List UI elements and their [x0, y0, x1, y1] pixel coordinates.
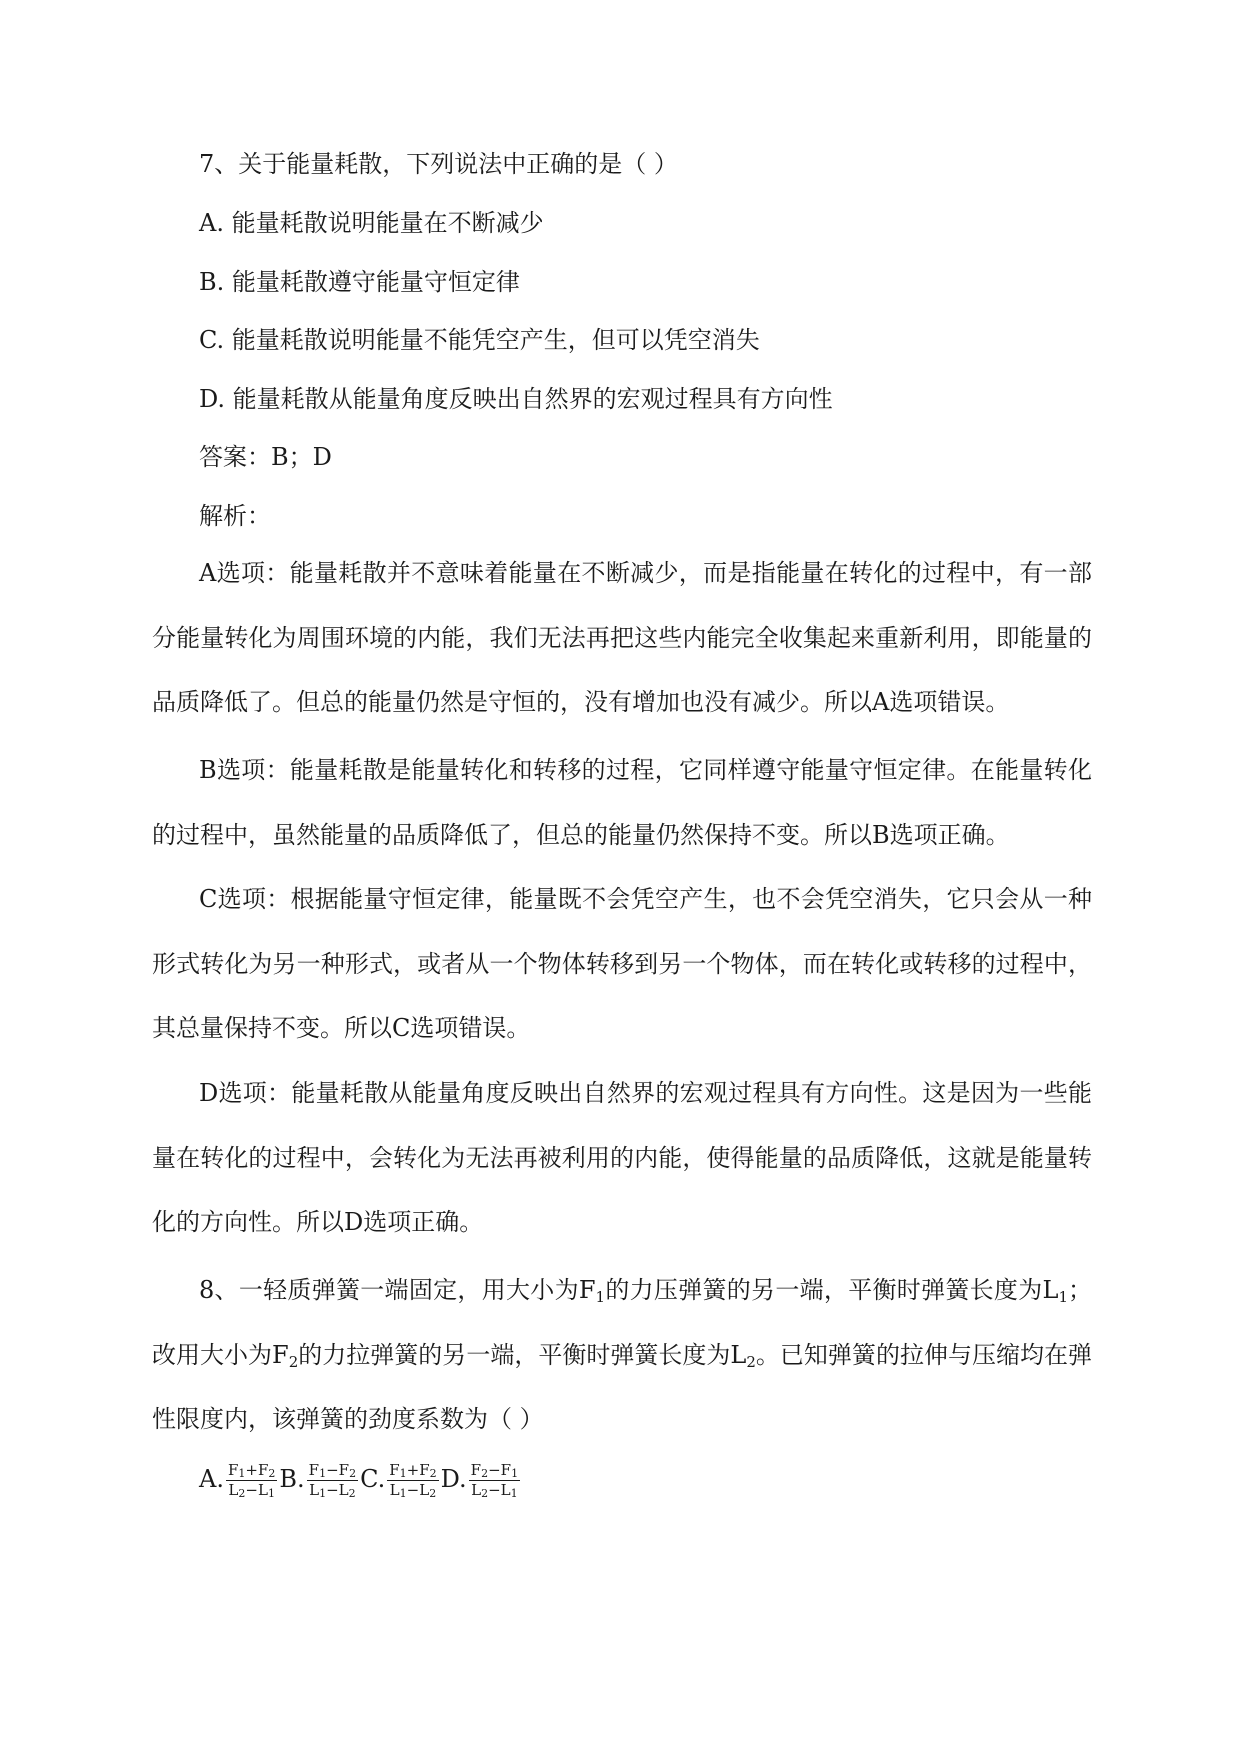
operator: −	[326, 1461, 339, 1479]
question-8-options	[199, 1456, 522, 1502]
subscript: 2	[348, 1487, 356, 1500]
symbol: L	[228, 1481, 239, 1499]
operator: −	[406, 1481, 420, 1499]
subscript: 2	[429, 1487, 437, 1500]
fraction-numerator	[226, 1461, 277, 1481]
question-7-option-b: B. 能量耗散遵守能量守恒定律	[199, 268, 520, 296]
subscript: 2	[429, 1467, 437, 1480]
operator: −	[488, 1461, 501, 1479]
analysis-option-c: C选项：根据能量守恒定律，能量既不会凭空产生，也不会凭空消失，它只会从一种形式转化为另一种形式，或者从一个物体转移到另一个物体，而在转化或转移的过程中，其总量保持不变。所以C选项错误。	[152, 885, 1092, 1042]
question-7-answer: 答案：B；D	[199, 443, 332, 471]
force-symbol: F	[272, 1340, 289, 1369]
option-c-label: C.	[360, 1465, 386, 1493]
subscript: 1	[510, 1487, 518, 1500]
operator: −	[488, 1481, 501, 1499]
option-a-fraction	[226, 1461, 277, 1500]
operator: −	[326, 1481, 339, 1499]
symbol: L	[309, 1481, 320, 1499]
analysis-label: 解析：	[199, 502, 271, 530]
option-b-label: B.	[279, 1465, 305, 1493]
stem-text: 的力压弹簧的另一端，平衡时弹簧长度为	[605, 1276, 1043, 1304]
subscript: 1	[1058, 1288, 1068, 1306]
subscript: 2	[268, 1467, 276, 1480]
analysis-option-a: A选项：能量耗散并不意味着能量在不断减少，而是指能量在转化的过程中，有一部分能量转化为周围环境的内能，我们无法再把这些内能完全收集起来重新利用，即能量的品质降低了。但总的能量仍然是守恒的，没有增加也没有减少。所以A选项错误。	[152, 559, 1092, 716]
symbol: L	[338, 1481, 349, 1499]
subscript: 1	[399, 1487, 407, 1500]
subscript: 1	[595, 1288, 606, 1306]
subscript: 2	[288, 1352, 299, 1371]
subscript: 1	[511, 1467, 519, 1480]
subscript: 1	[267, 1487, 275, 1500]
symbol: F	[308, 1461, 320, 1479]
subscript: 1	[238, 1467, 246, 1480]
length-symbol: L	[1042, 1276, 1059, 1304]
stem-text: 。已知弹簧的拉伸与压缩均在弹性限度内，该弹簧的劲度系数为（ ）	[152, 1340, 1093, 1433]
question-8-stem	[152, 1258, 1092, 1452]
option-b-fraction	[307, 1461, 358, 1500]
operator: +	[406, 1461, 420, 1479]
symbol: F	[227, 1461, 239, 1479]
symbol: L	[389, 1481, 400, 1499]
stem-text: ；改用大小为	[152, 1276, 1092, 1369]
force-symbol: F	[578, 1276, 596, 1304]
length-symbol: L	[730, 1340, 747, 1369]
question-7-option-a: A. 能量耗散说明能量在不断减少	[199, 209, 544, 237]
subscript: 2	[481, 1487, 489, 1500]
symbol: F	[500, 1461, 512, 1479]
symbol: F	[338, 1461, 350, 1479]
subscript: 2	[746, 1352, 756, 1371]
question-7-option-d: D. 能量耗散从能量角度反映出自然界的宏观过程具有方向性	[199, 385, 833, 413]
symbol: F	[389, 1461, 400, 1479]
option-a-label: A.	[199, 1465, 224, 1493]
subscript: 2	[481, 1467, 489, 1480]
fraction-numerator	[469, 1461, 520, 1481]
fraction-denominator	[387, 1481, 438, 1500]
stem-text: 的力拉弹簧的另一端，平衡时弹簧长度为	[298, 1340, 731, 1369]
subscript: 1	[399, 1467, 407, 1480]
symbol: F	[470, 1461, 482, 1479]
option-d-fraction	[469, 1461, 520, 1500]
question-7-stem: 7、关于能量耗散，下列说法中正确的是（ ）	[199, 150, 678, 178]
fraction-denominator	[226, 1481, 277, 1500]
subscript: 2	[238, 1487, 246, 1500]
option-c-fraction	[387, 1461, 438, 1500]
analysis-option-b: B选项：能量耗散是能量转化和转移的过程，它同样遵守能量守恒定律。在能量转化的过程中，虽然能量的品质降低了，但总的能量仍然保持不变。所以B选项正确。	[152, 756, 1092, 849]
option-d-label: D.	[440, 1465, 467, 1493]
analysis-option-d: D选项：能量耗散从能量角度反映出自然界的宏观过程具有方向性。这是因为一些能量在转化的过程中，会转化为无法再被利用的内能，使得能量的品质降低，这就是能量转化的方向性。所以D选项正确。	[152, 1079, 1092, 1236]
fraction-denominator	[307, 1481, 358, 1500]
fraction-denominator	[469, 1481, 520, 1500]
subscript: 1	[319, 1467, 327, 1480]
question-7-option-c: C. 能量耗散说明能量不能凭空产生，但可以凭空消失	[199, 326, 760, 354]
fraction-numerator	[387, 1461, 438, 1481]
symbol: L	[419, 1481, 430, 1499]
operator: +	[245, 1461, 258, 1479]
symbol: L	[257, 1481, 268, 1499]
subscript: 1	[319, 1487, 327, 1500]
symbol: L	[500, 1481, 511, 1499]
symbol: F	[419, 1461, 430, 1479]
operator: −	[245, 1481, 258, 1499]
fraction-numerator	[307, 1461, 358, 1481]
symbol: L	[471, 1481, 482, 1499]
subscript: 2	[349, 1467, 357, 1480]
symbol: F	[257, 1461, 269, 1479]
stem-text: 8、一轻质弹簧一端固定，用大小为	[199, 1276, 579, 1304]
